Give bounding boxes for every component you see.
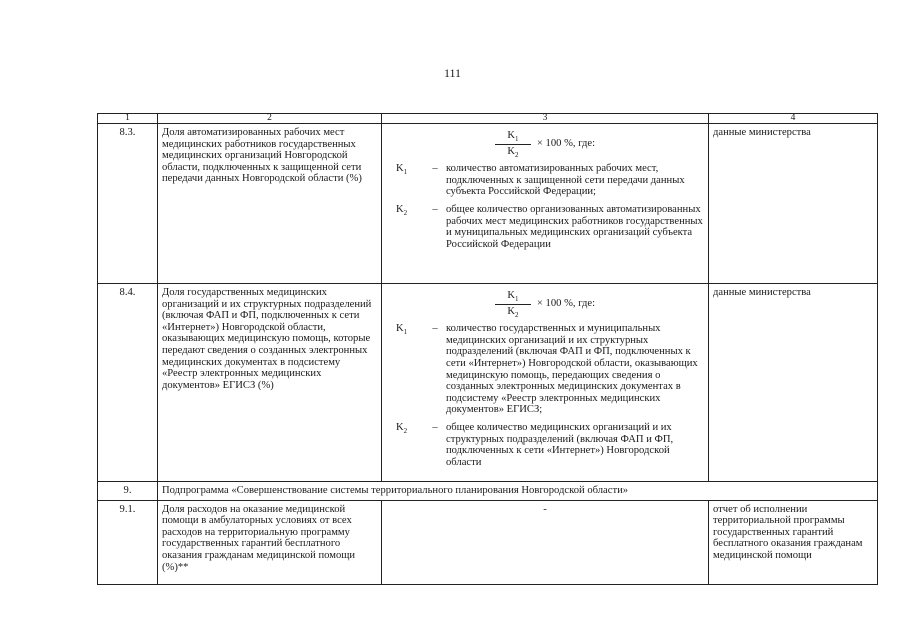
indicator-description: Доля автоматизированных рабочих мест медицинских работников государственных медицинских организаций Новгородской области, подключенных к защищенной сети передачи данных Новгородской области (%): [158, 124, 382, 284]
data-source: данные министерства: [709, 284, 878, 482]
formula: [382, 290, 708, 317]
formula-suffix: × 100 %, где:: [536, 297, 596, 309]
indicator-description: Доля расходов на оказание медицинской помощи в амбулаторных условиях от всех расходов на территориальную программу государственных гарантий бесплатного оказания гражданам медицинской помощи (%)**: [158, 500, 382, 584]
table-row: [98, 284, 878, 482]
definition-k1: $K_1$ – количество автоматизированных рабочих мест, подключенных к защищенной сети передачи данных субъекта Российской Федерации;: [396, 163, 685, 198]
row-number: 8.4.: [98, 284, 158, 482]
header-col-4: 4: [709, 114, 878, 124]
table-row: [98, 500, 878, 584]
subprogram-title: Подпрограмма «Совершенствование системы территориального планирования Новгородской области»: [158, 482, 878, 501]
fraction: [495, 290, 531, 317]
formula-cell: [382, 124, 709, 284]
numerator: $K_1$: [507, 130, 519, 144]
denominator: $K_2$: [507, 145, 519, 159]
table-row: [98, 124, 878, 284]
data-source: отчет об исполнении территориальной программы государственных гарантий бесплатного оказания гражданам медицинской помощи: [709, 500, 878, 584]
indicator-table: [97, 113, 878, 585]
row-number: 9.: [98, 482, 158, 501]
definition-k1: $K_1$ – количество государственных и муниципальных медицинских организаций и их структурных подразделений (включая ФАП и ФП, подключенных к сети «Интернет») Новгородской области, оказывающих медицинскую помощь, передающих сведения о созданных электронных медицинских документах в подсистему «Реестр электронных медицинских документов» ЕГИСЗ;: [396, 323, 698, 416]
denominator: $K_2$: [507, 305, 519, 319]
definition-k2: $K_2$ – общее количество организованных автоматизированных рабочих мест медицинских работников государственных и муниципальных медицинских организаций субъекта Российской Федерации: [396, 203, 703, 250]
table-row-section: [98, 482, 878, 501]
formula-cell: [382, 284, 709, 482]
formula-cell: -: [382, 500, 709, 584]
data-source: данные министерства: [709, 124, 878, 284]
definition-k2: $K_2$ – общее количество медицинских организаций и их структурных подразделений (включая ФАП и ФП, подключенных к сети «Интернет») Новгородской области: [396, 421, 674, 468]
indicator-description: Доля государственных медицинских организаций и их структурных подразделений (включая ФАП и ФП, подключенных к сети «Интернет») Новгородской области, оказывающих медицинскую помощь, которые передают сведения о созданных электронных медицинских документах в подсистему «Реестр электронных медицинских документов» ЕГИСЗ (%): [158, 284, 382, 482]
header-col-3: 3: [382, 114, 709, 124]
header-col-2: 2: [158, 114, 382, 124]
formula-suffix: × 100 %, где:: [536, 137, 596, 149]
page-number: 111: [443, 66, 462, 80]
fraction: [495, 130, 531, 157]
row-number: 9.1.: [98, 500, 158, 584]
formula: [382, 130, 708, 157]
numerator: $K_1$: [507, 290, 519, 304]
header-col-1: 1: [98, 114, 158, 124]
row-number: 8.3.: [98, 124, 158, 284]
table-header-row: [98, 114, 878, 124]
